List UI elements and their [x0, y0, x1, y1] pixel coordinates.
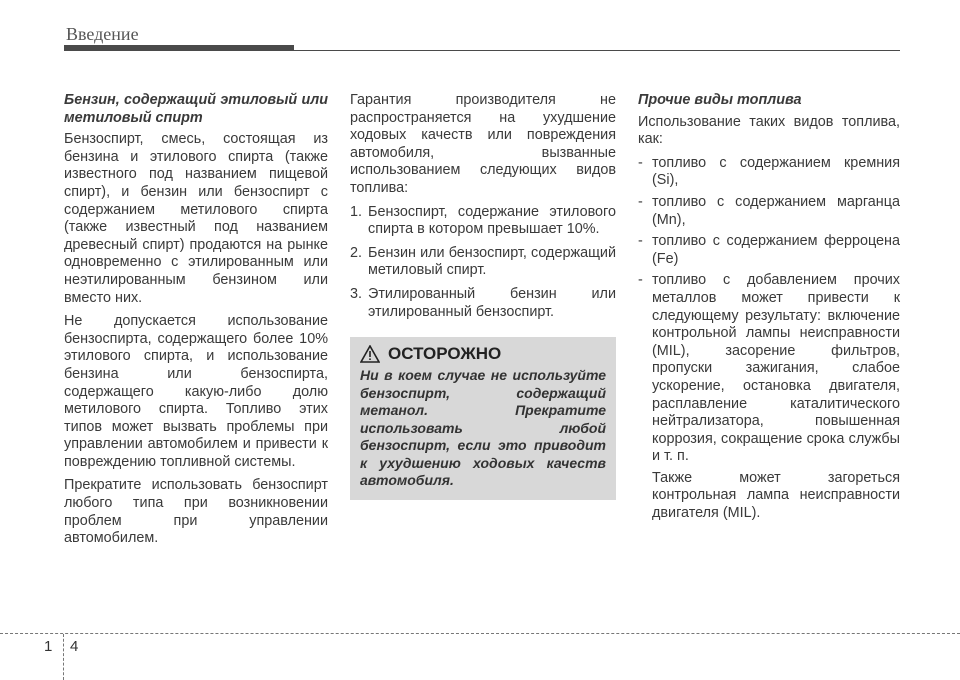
list-item: [638, 233, 900, 268]
column-middle: [350, 92, 616, 500]
list-item: [638, 155, 900, 190]
footer-vertical-divider: [63, 634, 64, 680]
excluded-fuels-list: [350, 204, 616, 322]
dash-bullet: -: [638, 233, 643, 250]
list-number: 1.: [350, 203, 363, 220]
column-right: [638, 92, 900, 529]
paragraph: Использование таких видов топлива, как:: [638, 113, 900, 148]
list-number: 2.: [350, 244, 363, 261]
caution-box: [350, 337, 616, 500]
chapter-number: 1: [44, 638, 53, 655]
other-fuels-heading: Прочие виды топлива: [638, 92, 802, 108]
list-item: [350, 204, 616, 239]
alcohol-fuel-heading: Бензин, содержащий этиловый или метиловый спирт: [64, 92, 328, 126]
list-item: [350, 245, 616, 280]
paragraph: Бензоспирт, смесь, состоящая из бензина и этилового спирта (также известного под названием пищевой спирт), и бензин или бензоспирт с содержанием метилового спирта (также известный под названием древесный спирт) продаются на рынке одновременно с этилированным или неэтилированным бензином или вместо них.: [64, 131, 328, 306]
list-text: топливо с содержанием кремния (Si),: [652, 154, 900, 189]
caution-text: Ни в коем случае не используйте бензоспирт, содержащий метанол. Прекратите использовать любой бензоспирт, если это приводит к ухудшению ходовых качеств автомобиля.: [360, 367, 606, 489]
dash-bullet: -: [638, 272, 643, 289]
caution-header: [360, 345, 606, 363]
paragraph: Не допускается использование бензоспирта, содержащего более 10% этилового спирта, и использование бензина или бензоспирта, содержащего какую-либо долю метилового спирта. Топливо этих типов может вызвать проблемы при управлении автомобилем и привести к повреждению топливной системы.: [64, 313, 328, 470]
dash-bullet: -: [638, 193, 643, 210]
list-text: Бензин или бензоспирт, содержащий метиловый спирт.: [368, 244, 616, 279]
list-text: Бензоспирт, содержание этилового спирта в котором превышает 10%.: [368, 203, 616, 238]
caution-title: ОСТОРОЖНО: [388, 344, 502, 364]
paragraph: Также может загореться контрольная лампа неисправности двигателя (MIL).: [652, 469, 900, 522]
warning-triangle-icon: [360, 345, 380, 363]
header-rule: [64, 50, 900, 51]
list-item: [638, 272, 900, 466]
fuel-types-list: [638, 155, 900, 466]
dash-bullet: -: [638, 154, 643, 171]
list-text: топливо с содержанием ферроцена (Fe): [652, 233, 900, 267]
list-item: [638, 194, 900, 229]
list-text: топливо с добавлением прочих металлов может привести к следующему результату: включение контрольной лампы неисправности (MIL), засорение фильтров, пропуски зажигания, слабое ускорение, остановка двигателя, расплавление каталитического нейтрализатора, повышенная коррозия, сокращение срока службы и т. п.: [652, 272, 900, 465]
footer-divider: [0, 633, 960, 634]
warranty-paragraph: Гарантия производителя не распространяется на ухудшение ходовых качеств или повреждения автомобиля, вызванные использованием следующих видов топлива:: [350, 92, 616, 196]
list-number: 3.: [350, 285, 363, 302]
column-left: [64, 92, 328, 554]
list-text: топливо с содержанием марганца (Mn),: [652, 193, 900, 228]
list-text: Этилированный бензин или этилированный бензоспирт.: [368, 285, 616, 320]
list-item: [350, 286, 616, 321]
page-number: 4: [70, 638, 79, 655]
paragraph: Прекратите использовать бензоспирт любого типа при возникновении проблем при управлении автомобилем.: [64, 477, 328, 547]
section-title: Введение: [66, 24, 139, 44]
